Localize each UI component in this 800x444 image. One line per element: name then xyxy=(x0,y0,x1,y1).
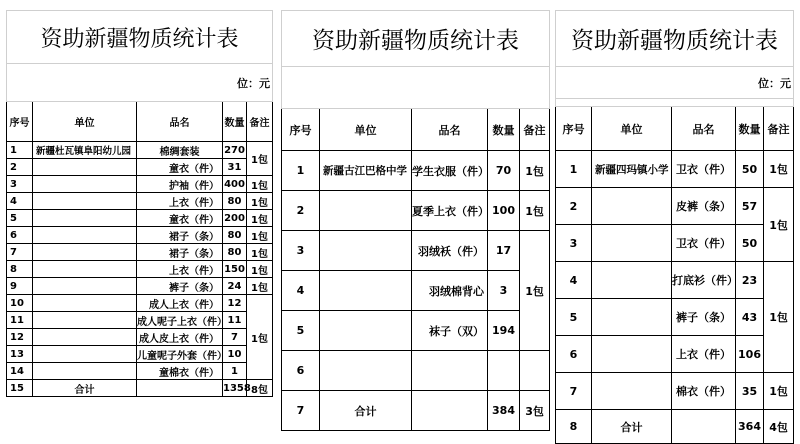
cell-no: 13 xyxy=(7,346,33,363)
sheet-1-table xyxy=(6,10,273,397)
header-note: 备注 xyxy=(764,107,794,151)
cell-item: 羽绒袄（件） xyxy=(412,231,488,271)
cell-qty: 23 xyxy=(736,262,764,299)
table-row xyxy=(7,142,273,159)
cell-no: 1 xyxy=(556,151,592,188)
cell-item: 童衣（件） xyxy=(137,159,223,176)
cell-note: 1包 xyxy=(764,188,794,262)
cell-unit: 新疆四玛镇小学 xyxy=(592,151,672,188)
header-item: 品名 xyxy=(672,107,736,151)
table-row xyxy=(7,159,273,176)
sheet-2-table xyxy=(281,10,550,431)
table-row xyxy=(7,193,273,210)
cell-no: 14 xyxy=(7,363,33,380)
cell-item: 儿童呢子外套（件） xyxy=(137,346,223,363)
header-qty: 数量 xyxy=(488,109,520,151)
cell-unit: 新疆古江巴格中学 xyxy=(320,151,412,191)
cell-unit xyxy=(320,191,412,231)
cell-qty: 150 xyxy=(223,261,247,278)
cell-no: 9 xyxy=(7,278,33,295)
total-label: 合计 xyxy=(33,380,137,397)
cell-qty: 80 xyxy=(223,227,247,244)
cell-note: 1包 xyxy=(247,142,273,176)
cell-no: 3 xyxy=(556,225,592,262)
header-qty: 数量 xyxy=(736,107,764,151)
cell-qty: 35 xyxy=(736,373,764,410)
table-row xyxy=(556,262,794,299)
cell-item: 裤子（条） xyxy=(672,299,736,336)
cell-qty: 50 xyxy=(736,225,764,262)
cell-qty: 270 xyxy=(223,142,247,159)
table-row xyxy=(7,210,273,227)
cell-unit xyxy=(33,312,137,329)
cell-note: 1包 xyxy=(247,261,273,278)
cell-unit xyxy=(33,176,137,193)
cell-note: 1包 xyxy=(247,244,273,261)
cell-qty: 10 xyxy=(223,346,247,363)
sheet-3-table xyxy=(555,10,794,444)
table-row xyxy=(556,151,794,188)
cell-qty: 400 xyxy=(223,176,247,193)
header-unit: 单位 xyxy=(320,109,412,151)
cell-item: 棉衣（件） xyxy=(672,373,736,410)
sheet-3-unit-label: 位：元 xyxy=(556,67,794,99)
sheet-2 xyxy=(281,10,549,432)
cell-note: 1包 xyxy=(247,278,273,295)
total-qty: 384 xyxy=(488,391,520,431)
cell-qty: 31 xyxy=(223,159,247,176)
cell-qty: 106 xyxy=(736,336,764,373)
cell-no: 7 xyxy=(7,244,33,261)
cell-unit xyxy=(592,373,672,410)
total-row xyxy=(7,380,273,397)
cell-unit xyxy=(33,278,137,295)
cell-note: 1包 xyxy=(520,191,550,231)
cell-item: 棉绸套装 xyxy=(137,142,223,159)
header-item: 品名 xyxy=(412,109,488,151)
cell-note xyxy=(520,351,550,391)
total-label: 合计 xyxy=(320,391,412,431)
cell-unit xyxy=(320,351,412,391)
cell-no: 2 xyxy=(7,159,33,176)
cell-no: 5 xyxy=(556,299,592,336)
sheet-1-title: 资助新疆物质统计表 xyxy=(7,11,273,64)
table-row xyxy=(282,351,550,391)
cell-unit: 新疆杜瓦镇阜阳幼儿园 xyxy=(33,142,137,159)
table-row xyxy=(7,363,273,380)
header-item: 品名 xyxy=(137,102,223,142)
total-note: 4包 xyxy=(764,410,794,444)
cell-item: 上衣（件） xyxy=(137,193,223,210)
cell-qty: 24 xyxy=(223,278,247,295)
cell-qty: 1 xyxy=(223,363,247,380)
cell-no: 6 xyxy=(282,351,320,391)
cell-qty xyxy=(488,351,520,391)
cell-unit xyxy=(320,231,412,271)
cell-no: 2 xyxy=(282,191,320,231)
cell-note: 1包 xyxy=(764,262,794,373)
cell-no: 6 xyxy=(7,227,33,244)
cell-no: 7 xyxy=(556,373,592,410)
total-item xyxy=(672,410,736,444)
cell-qty: 12 xyxy=(223,295,247,312)
cell-item: 夏季上衣（件） xyxy=(412,191,488,231)
cell-note: 1包 xyxy=(764,151,794,188)
cell-unit xyxy=(592,336,672,373)
cell-qty: 70 xyxy=(488,151,520,191)
total-item xyxy=(412,391,488,431)
table-row xyxy=(282,151,550,191)
cell-no: 4 xyxy=(7,193,33,210)
cell-no: 5 xyxy=(282,311,320,351)
cell-unit xyxy=(33,210,137,227)
cell-unit xyxy=(320,271,412,311)
cell-item: 成人呢子上衣（件） xyxy=(137,312,223,329)
cell-no: 1 xyxy=(7,142,33,159)
cell-item: 上衣（件） xyxy=(137,261,223,278)
total-note: 8包 xyxy=(247,380,273,397)
cell-qty: 50 xyxy=(736,151,764,188)
cell-item: 袜子（双） xyxy=(412,311,488,351)
cell-item: 皮裤（条） xyxy=(672,188,736,225)
sheet-3-spacer xyxy=(556,99,794,107)
table-row xyxy=(7,312,273,329)
sheet-3-title: 资助新疆物质统计表 xyxy=(556,11,794,67)
total-note: 3包 xyxy=(520,391,550,431)
cell-unit xyxy=(33,346,137,363)
cell-item: 童衣（件） xyxy=(137,210,223,227)
header-no: 序号 xyxy=(7,102,33,142)
table-row xyxy=(556,299,794,336)
cell-unit xyxy=(320,311,412,351)
total-item xyxy=(137,380,223,397)
cell-item: 羽绒棉背心 xyxy=(412,271,488,311)
table-row xyxy=(556,188,794,225)
table-row xyxy=(556,336,794,373)
cell-note: 1包 xyxy=(247,210,273,227)
cell-unit xyxy=(33,159,137,176)
cell-note: 1包 xyxy=(520,231,550,351)
sheet-2-spacer xyxy=(282,67,550,109)
header-no: 序号 xyxy=(282,109,320,151)
table-row xyxy=(556,373,794,410)
table-row xyxy=(7,295,273,312)
cell-qty: 80 xyxy=(223,193,247,210)
sheet-2-title: 资助新疆物质统计表 xyxy=(282,11,550,67)
total-no: 15 xyxy=(7,380,33,397)
sheet-1 xyxy=(6,10,272,432)
table-row xyxy=(7,278,273,295)
total-no: 7 xyxy=(282,391,320,431)
header-qty: 数量 xyxy=(223,102,247,142)
header-unit: 单位 xyxy=(33,102,137,142)
cell-no: 5 xyxy=(7,210,33,227)
cell-no: 4 xyxy=(282,271,320,311)
header-unit: 单位 xyxy=(592,107,672,151)
cell-unit xyxy=(33,193,137,210)
sheet-3 xyxy=(555,10,793,432)
cell-qty: 100 xyxy=(488,191,520,231)
cell-qty: 43 xyxy=(736,299,764,336)
cell-item: 学生衣服（件） xyxy=(412,151,488,191)
total-no: 8 xyxy=(556,410,592,444)
table-row xyxy=(282,311,550,351)
cell-note: 1包 xyxy=(247,176,273,193)
table-row xyxy=(556,225,794,262)
cell-unit xyxy=(33,295,137,312)
cell-unit xyxy=(33,363,137,380)
total-row xyxy=(282,391,550,431)
header-note: 备注 xyxy=(247,102,273,142)
cell-no: 2 xyxy=(556,188,592,225)
cell-item: 童棉衣（件） xyxy=(137,363,223,380)
cell-item: 成人皮上衣（件） xyxy=(137,329,223,346)
table-row xyxy=(7,261,273,278)
header-no: 序号 xyxy=(556,107,592,151)
cell-no: 6 xyxy=(556,336,592,373)
cell-unit xyxy=(33,329,137,346)
table-row xyxy=(7,244,273,261)
sheet-1-unit-label: 位：元 xyxy=(7,64,273,102)
table-row xyxy=(282,191,550,231)
cell-unit xyxy=(33,227,137,244)
cell-note: 1包 xyxy=(764,373,794,410)
cell-item: 裙子（条） xyxy=(137,227,223,244)
table-row xyxy=(7,227,273,244)
cell-qty: 11 xyxy=(223,312,247,329)
cell-item: 上衣（件） xyxy=(672,336,736,373)
cell-qty: 80 xyxy=(223,244,247,261)
cell-item: 裤子（条） xyxy=(137,278,223,295)
cell-no: 11 xyxy=(7,312,33,329)
table-row xyxy=(282,231,550,271)
cell-qty: 17 xyxy=(488,231,520,271)
cell-qty: 3 xyxy=(488,271,520,311)
cell-no: 4 xyxy=(556,262,592,299)
cell-unit xyxy=(592,299,672,336)
cell-no: 3 xyxy=(282,231,320,271)
cell-item: 护袖（件） xyxy=(137,176,223,193)
cell-qty: 57 xyxy=(736,188,764,225)
cell-no: 10 xyxy=(7,295,33,312)
cell-item xyxy=(412,351,488,391)
cell-item: 卫衣（件） xyxy=(672,151,736,188)
cell-unit xyxy=(33,261,137,278)
cell-qty: 200 xyxy=(223,210,247,227)
cell-no: 1 xyxy=(282,151,320,191)
total-qty: 364 xyxy=(736,410,764,444)
table-row xyxy=(282,271,550,311)
cell-item: 卫衣（件） xyxy=(672,225,736,262)
cell-note: 1包 xyxy=(247,295,273,380)
cell-item: 成人上衣（件） xyxy=(137,295,223,312)
cell-qty: 194 xyxy=(488,311,520,351)
cell-note: 1包 xyxy=(520,151,550,191)
cell-unit xyxy=(33,244,137,261)
cell-no: 8 xyxy=(7,261,33,278)
cell-note: 1包 xyxy=(247,227,273,244)
table-row xyxy=(7,329,273,346)
cell-no: 3 xyxy=(7,176,33,193)
cell-no: 12 xyxy=(7,329,33,346)
cell-qty: 7 xyxy=(223,329,247,346)
header-note: 备注 xyxy=(520,109,550,151)
cell-item: 打底衫（件） xyxy=(672,262,736,299)
table-row xyxy=(7,346,273,363)
total-qty: 1358 xyxy=(223,380,247,397)
cell-unit xyxy=(592,225,672,262)
table-row xyxy=(7,176,273,193)
cell-note: 1包 xyxy=(247,193,273,210)
total-row xyxy=(556,410,794,444)
cell-item: 裙子（条） xyxy=(137,244,223,261)
cell-unit xyxy=(592,188,672,225)
total-label: 合计 xyxy=(592,410,672,444)
cell-unit xyxy=(592,262,672,299)
